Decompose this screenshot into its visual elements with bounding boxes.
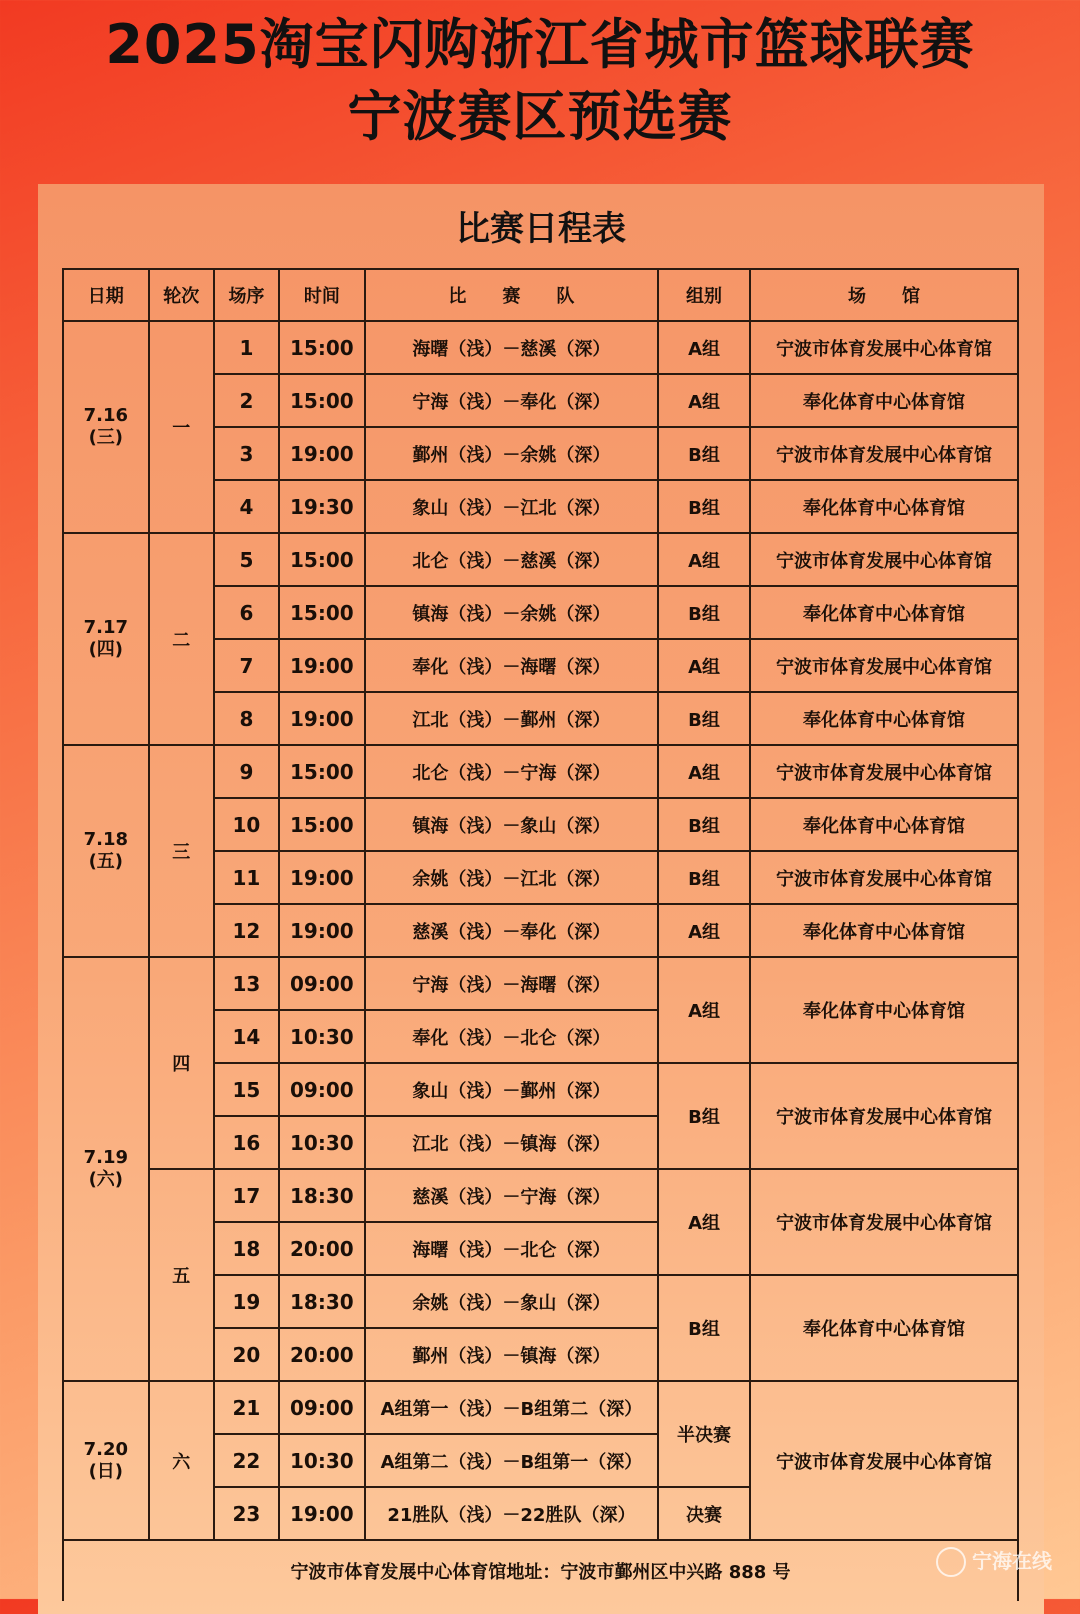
game-number: 20	[214, 1328, 279, 1381]
game-venue: 奉化体育中心体育馆	[750, 904, 1018, 957]
game-number: 21	[214, 1381, 279, 1434]
game-time: 19:00	[279, 692, 365, 745]
game-time: 15:00	[279, 798, 365, 851]
game-time: 15:00	[279, 586, 365, 639]
game-match: 象山（浅）－鄞州（深）	[365, 1063, 659, 1116]
game-number: 2	[214, 374, 279, 427]
game-match: 慈溪（浅）－宁海（深）	[365, 1169, 659, 1222]
watermark-logo-icon	[936, 1547, 966, 1577]
game-venue: 宁波市体育发展中心体育馆	[750, 1381, 1018, 1540]
venue-address-note: 宁波市体育发展中心体育馆地址：宁波市鄞州区中兴路 888 号	[63, 1540, 1018, 1601]
game-match: 海曙（浅）－慈溪（深）	[365, 321, 659, 374]
date-cell	[63, 533, 149, 745]
table-row	[63, 533, 1018, 586]
weekday-value: (日)	[88, 1460, 124, 1482]
game-group: A组	[658, 321, 750, 374]
game-number: 6	[214, 586, 279, 639]
game-group: B组	[658, 480, 750, 533]
game-group: 半决赛	[658, 1381, 750, 1487]
game-group: 决赛	[658, 1487, 750, 1540]
game-match: 江北（浅）－镇海（深）	[365, 1116, 659, 1169]
game-match: 宁海（浅）－海曙（深）	[365, 957, 659, 1010]
game-group: A组	[658, 533, 750, 586]
game-time: 19:00	[279, 427, 365, 480]
game-group: A组	[658, 745, 750, 798]
game-match: 奉化（浅）－海曙（深）	[365, 639, 659, 692]
game-number: 19	[214, 1275, 279, 1328]
poster-title-line2: 宁波赛区预选赛	[347, 85, 733, 148]
game-number: 17	[214, 1169, 279, 1222]
game-group: B组	[658, 586, 750, 639]
game-group: A组	[658, 957, 750, 1063]
game-time: 15:00	[279, 374, 365, 427]
game-venue: 奉化体育中心体育馆	[750, 957, 1018, 1063]
game-venue: 宁波市体育发展中心体育馆	[750, 745, 1018, 798]
game-time: 19:30	[279, 480, 365, 533]
game-time: 18:30	[279, 1169, 365, 1222]
game-venue: 宁波市体育发展中心体育馆	[750, 1063, 1018, 1169]
game-number: 12	[214, 904, 279, 957]
date-cell	[63, 321, 149, 533]
date-cell	[63, 957, 149, 1381]
game-match: 北仑（浅）－慈溪（深）	[365, 533, 659, 586]
game-number: 1	[214, 321, 279, 374]
game-venue: 奉化体育中心体育馆	[750, 374, 1018, 427]
game-group: A组	[658, 374, 750, 427]
game-number: 23	[214, 1487, 279, 1540]
header-group: 组别	[658, 269, 750, 321]
game-group: B组	[658, 851, 750, 904]
game-match: 余姚（浅）－象山（深）	[365, 1275, 659, 1328]
game-number: 18	[214, 1222, 279, 1275]
game-venue: 宁波市体育发展中心体育馆	[750, 533, 1018, 586]
game-time: 09:00	[279, 957, 365, 1010]
game-time: 10:30	[279, 1434, 365, 1487]
weekday-value: (六)	[88, 1169, 124, 1190]
game-venue: 奉化体育中心体育馆	[750, 1275, 1018, 1381]
game-venue: 宁波市体育发展中心体育馆	[750, 851, 1018, 904]
game-number: 22	[214, 1434, 279, 1487]
game-time: 18:30	[279, 1275, 365, 1328]
game-time: 15:00	[279, 533, 365, 586]
table-row	[63, 321, 1018, 374]
header-venue: 场 馆	[750, 269, 1018, 321]
date-value: 7.20	[83, 1438, 129, 1460]
schedule-title: 比赛日程表	[456, 209, 626, 249]
game-venue: 奉化体育中心体育馆	[750, 692, 1018, 745]
date-value: 7.19	[83, 1147, 129, 1168]
game-match: 奉化（浅）－北仑（深）	[365, 1010, 659, 1063]
game-venue: 奉化体育中心体育馆	[750, 586, 1018, 639]
game-time: 09:00	[279, 1381, 365, 1434]
watermark	[936, 1545, 1052, 1578]
game-venue: 奉化体育中心体育馆	[750, 798, 1018, 851]
game-group: B组	[658, 427, 750, 480]
game-number: 5	[214, 533, 279, 586]
round-cell: 五	[149, 1169, 214, 1381]
header-round: 轮次	[149, 269, 214, 321]
round-cell: 四	[149, 957, 214, 1169]
game-time: 19:00	[279, 904, 365, 957]
game-number: 4	[214, 480, 279, 533]
table-header-row	[63, 269, 1018, 321]
date-value: 7.16	[83, 405, 129, 426]
header-match: 比 赛 队	[365, 269, 659, 321]
weekday-value: (三)	[88, 427, 124, 448]
footer-row	[63, 1540, 1018, 1601]
game-group: A组	[658, 639, 750, 692]
game-group: A组	[658, 1169, 750, 1275]
game-time: 20:00	[279, 1328, 365, 1381]
date-value: 7.17	[83, 617, 129, 638]
game-match: 江北（浅）－鄞州（深）	[365, 692, 659, 745]
game-match: 海曙（浅）－北仑（深）	[365, 1222, 659, 1275]
game-number: 10	[214, 798, 279, 851]
game-match: 宁海（浅）－奉化（深）	[365, 374, 659, 427]
table-row	[63, 1169, 1018, 1222]
game-number: 16	[214, 1116, 279, 1169]
game-venue: 宁波市体育发展中心体育馆	[750, 427, 1018, 480]
game-time: 15:00	[279, 745, 365, 798]
game-group: B组	[658, 692, 750, 745]
header-order: 场序	[214, 269, 279, 321]
game-number: 8	[214, 692, 279, 745]
date-cell	[63, 745, 149, 957]
game-match: A组第二（浅）－B组第一（深）	[365, 1434, 659, 1487]
game-time: 19:00	[279, 1487, 365, 1540]
game-time: 19:00	[279, 639, 365, 692]
game-number: 7	[214, 639, 279, 692]
header-date: 日期	[63, 269, 149, 321]
round-cell: 六	[149, 1381, 214, 1540]
game-group: B组	[658, 798, 750, 851]
game-group: B组	[658, 1275, 750, 1381]
weekday-value: (四)	[88, 639, 124, 660]
game-match: 镇海（浅）－象山（深）	[365, 798, 659, 851]
table-row	[63, 957, 1018, 1010]
schedule-table	[62, 268, 1019, 1601]
game-match: 21胜队（浅）－22胜队（深）	[365, 1487, 659, 1540]
table-row	[63, 1381, 1018, 1434]
game-time: 10:30	[279, 1116, 365, 1169]
header-time: 时间	[279, 269, 365, 321]
game-match: 北仑（浅）－宁海（深）	[365, 745, 659, 798]
game-group: B组	[658, 1063, 750, 1169]
game-group: A组	[658, 904, 750, 957]
game-number: 11	[214, 851, 279, 904]
game-number: 13	[214, 957, 279, 1010]
game-time: 15:00	[279, 321, 365, 374]
game-match: 象山（浅）－江北（深）	[365, 480, 659, 533]
round-cell: 一	[149, 321, 214, 533]
game-time: 20:00	[279, 1222, 365, 1275]
game-venue: 宁波市体育发展中心体育馆	[750, 639, 1018, 692]
round-cell: 三	[149, 745, 214, 957]
table-row	[63, 745, 1018, 798]
game-time: 09:00	[279, 1063, 365, 1116]
game-venue: 宁波市体育发展中心体育馆	[750, 1169, 1018, 1275]
game-time: 10:30	[279, 1010, 365, 1063]
game-match: 镇海（浅）－余姚（深）	[365, 586, 659, 639]
game-number: 14	[214, 1010, 279, 1063]
poster-title-line1: 2025淘宝闪购浙江省城市篮球联赛	[105, 13, 975, 76]
date-cell	[63, 1381, 149, 1540]
round-cell: 二	[149, 533, 214, 745]
game-match: A组第一（浅）－B组第二（深）	[365, 1381, 659, 1434]
game-number: 3	[214, 427, 279, 480]
game-match: 慈溪（浅）－奉化（深）	[365, 904, 659, 957]
game-match: 鄞州（浅）－余姚（深）	[365, 427, 659, 480]
date-value: 7.18	[83, 829, 129, 850]
game-time: 19:00	[279, 851, 365, 904]
watermark-text: 宁海在线	[972, 1548, 1052, 1573]
weekday-value: (五)	[88, 851, 124, 872]
game-number: 15	[214, 1063, 279, 1116]
game-number: 9	[214, 745, 279, 798]
game-venue: 宁波市体育发展中心体育馆	[750, 321, 1018, 374]
game-venue: 奉化体育中心体育馆	[750, 480, 1018, 533]
game-match: 鄞州（浅）－镇海（深）	[365, 1328, 659, 1381]
game-match: 余姚（浅）－江北（深）	[365, 851, 659, 904]
